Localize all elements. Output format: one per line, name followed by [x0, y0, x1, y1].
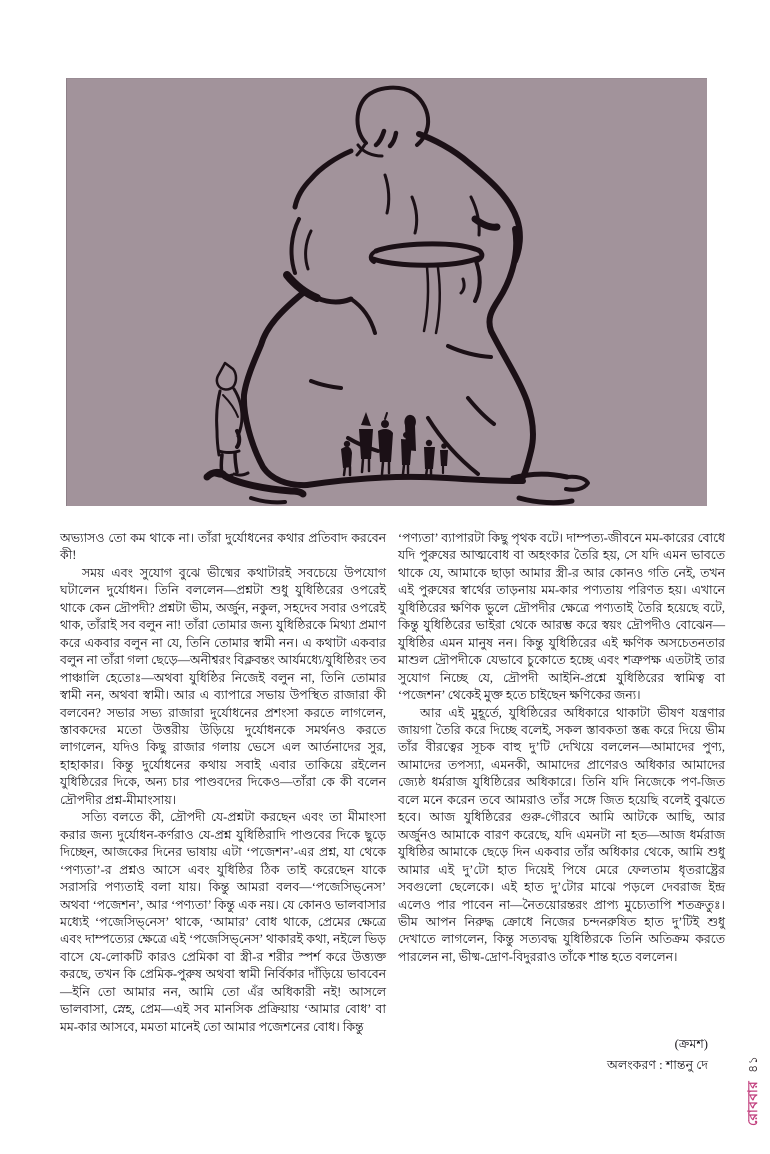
footer-block: [607, 1034, 708, 1076]
paragraph: অভ্যাসও তো কম থাকে না। তাঁরা দুর্যোধনের কথার প্রতিবাদ করবেন কী!: [60, 531, 386, 563]
paragraph: ‘পণ্যতা’ ব্যাপারটা কিছু পৃথক বটে। দাম্পত্য-জীবনে মম-কারের বোধে যদি পুরুষের আত্মবোধ বা অহংকার তৈরি হয়, সে যদি এমন ভাবতে থাকে যে, আমাকে ছাড়া আমার স্ত্রী-র আর কোনও গতি নেই, তখন এই পুরুষের স্বার্থের তাড়নায় মম-কার পণ্যতায় পরিণত হয়। এখানে যুধিষ্ঠিরের ক্ষণিক ভুলে দ্রৌপদীর ক্ষেত্রে পণ্যতাই তৈরি হয়েছে বটে, কিন্তু যুধিষ্ঠিরের ভাইরা থেকে আরম্ভ করে স্বয়ং দ্রৌপদীও বোঝেন—যুধিষ্ঠির এমন মানুষ নন। কিন্তু যুধিষ্ঠিরের এই ক্ষণিক অসচেতনতার মাশুল দ্রৌপদীকে যেভাবে চুকোতে হচ্ছে এবং শত্রুপক্ষ এতটাই তার সুযোগ নিচ্ছে যে, দ্রৌপদী আইনি-প্রশ্নে যুধিষ্ঠিরের স্বামিত্ব বা ‘পজেশন’ থেকেই মুক্ত হতে চাইছেন ক্ষণিকের জন্য।: [398, 531, 725, 703]
illustration-panel: [66, 78, 707, 506]
paragraph: সময় এবং সুযোগ বুঝে ভীষ্মের কথাটারই সবচেয়ে উপযোগ ঘটালেন দুর্যোধন। তিনি বললেন—প্রশ্নটা শুধু যুধিষ্ঠিরের ওপরেই থাকে কেন দ্রৌপদী? প্রশ্নটা ভীম, অর্জুন, নকুল, সহদেব সবার ওপরেই থাক, তাঁরাই সব বলুন না! তাঁরা তোমার জন্য যুধিষ্ঠিরকে মিথ্যা প্রমাণ করে একবার বলুন না যে, তিনি তোমার স্বামী নন। এ কথাটা একবার বলুন না তাঁরা গলা ছেড়ে—অনীশ্বরং বিক্লবন্তং আর্যমধ্যে/যুধিষ্ঠিরং তব পাঞ্চালি হেতোঃ—অথবা যুধিষ্ঠির নিজেই বলুন না, তিনি তোমার স্বামী নন, অথবা স্বামী। আর এ ব্যাপারে সভায় উপস্থিত রাজারা কী বলবেন? সভার সভ্য রাজারা দুর্যোধনের প্রশংসা করতে লাগলেন, স্তাবকদের মতো উত্তরীয় উড়িয়ে দুর্যোধনকে সমর্থনও করতে লাগলেন, যদিও কিছু রাজার গলায় ভেসে এল আর্তনাদের সুর, হাহাকার। কিন্তু দুর্যোধনের কথায় সবাই এবার তাকিয়ে রইলেন যুধিষ্ঠিরের দিকে, অন্য চার পাণ্ডবদের দিকেও—তাঁরা কে কী বলেন দ্রৌপদীর প্রশ্ন-মীমাংসায়।: [60, 565, 387, 807]
article-column-right: [398, 530, 725, 966]
continued-label: (ক্রমশ): [674, 1037, 708, 1051]
page-number: ৪১: [746, 1055, 760, 1073]
illustrator-credit: অলংকরণ : শান্তনু দে: [606, 1058, 708, 1072]
sidebar-vertical-masthead: [742, 1056, 765, 1126]
bhima-illustration: [67, 79, 707, 506]
magazine-name: রোববার: [745, 1080, 760, 1126]
article-column-left: [60, 530, 386, 1036]
paragraph: সত্যি বলতে কী, দ্রৌপদী যে-প্রশ্নটা করছেন এবং তা মীমাংসা করার জন্য দুর্যোধন-কর্ণরাও যে-প্রশ্ন যুধিষ্ঠিরাদি পাণ্ডবের দিকে ছুড়ে দিচ্ছেন, আজকের দিনের ভাষায় এটা ‘পজেশন’-এর প্রশ্ন, যা থেকে ‘পণ্যতা’-র প্রশ্নও আসে এবং যুধিষ্ঠির ঠিক তাই করেছেন যাকে সরাসরি পণ্যতাই বলা যায়। কিন্তু আমরা বলব—‘পজেসিভ্‌নেস’ অথবা ‘পজেশন’, আর ‘পণ্যতা’ কিন্তু এক নয়। যে কোনও ভালবাসার মধ্যেই ‘পজেসিভ্‌নেস’ থাকে, ‘আমার’ বোধ থাকে, প্রেমের ক্ষেত্রে এবং দাম্পত্যের ক্ষেত্রে এই ‘পজেসিভ্‌নেস’ থাকারই কথা, নইলে ভিড় বাসে যে-লোকটি কারও প্রেমিকা বা স্ত্রী-র শরীর স্পর্শ করে উত্ত্যক্ত করছে, তখন কি প্রেমিক-পুরুষ অথবা স্বামী নির্বিকার দাঁড়িয়ে ভাববেন—ইনি তো আমার নন, আমি তো এঁর অধিকারী নই! আসলে ভালবাসা, স্নেহ, প্রেম—এই সব মানসিক প্রক্রিয়ায় ‘আমার বোধ’ বা মম-কার আসবে, মমতা মানেই তো আমার পজেশনের বোধ। কিন্তু: [60, 810, 386, 1034]
paragraph: আর এই মুহূর্তে, যুধিষ্ঠিরের অধিকারে থাকাটা ভীষণ যন্ত্রণার জায়গা তৈরি করে দিচ্ছে বলেই, সকল স্তাবকতা স্তব্ধ করে দিয়ে ভীম তাঁর বীরত্বের সূচক বাহু দু’টি দেখিয়ে বললেন—আমাদের পুণ্য, আমাদের তপস্যা, এমনকী, আমাদের প্রাণেরও অধিকার আমাদের জ্যেষ্ঠ ধর্মরাজ যুধিষ্ঠিরের অধিকারে। তিনি যদি নিজেকে পণ-জিত বলে মনে করেন তবে আমরাও তাঁর সঙ্গে জিত হয়েছি বলেই বুঝতে হবে। আজ যুধিষ্ঠিরের গুরু-গৌরবে আমি আটকে আছি, আর অর্জুনও আমাকে বারণ করেছে, যদি এমনটা না হত—আজ ধর্মরাজ যুধিষ্ঠির আমাকে ছেড়ে দিন একবার তাঁর অধিকার থেকে, আমি শুধু আমার এই দু’টো হাত দিয়েই পিষে মেরে ফেলতাম ধৃতরাষ্ট্রের সবগুলো ছেলেকে। এই হাত দু’টোর মাঝে পড়লে দেবরাজ ইন্দ্র এলেও পার পাবেন না—নৈতয়োরন্তরং প্রাপ্য মুচ্যেতাপি শতক্রতুঃ। ভীম আপন নিরুদ্ধ ক্রোধে নিজের চন্দনরুষিত হাত দু’টিই শুধু দেখাতে লাগলেন, কিন্তু সত্যবদ্ধ যুধিষ্ঠিরকে তিনি অতিক্রম করতে পারলেন না, ভীষ্ম-দ্রোণ-বিদুররাও তাঁকে শান্ত হতে বললেন।: [398, 705, 725, 964]
